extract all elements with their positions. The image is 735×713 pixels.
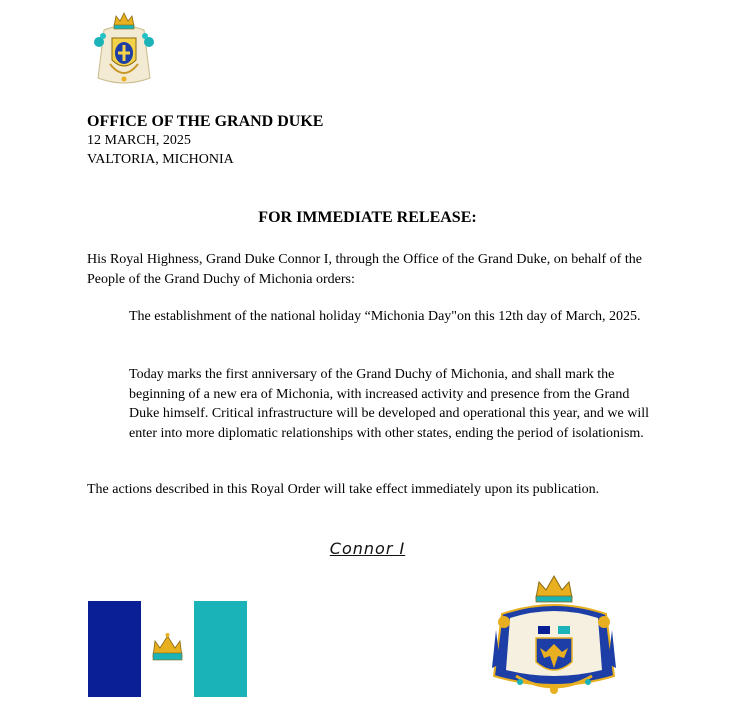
order-place: VALTORIA, MICHONIA [87,152,234,167]
closing-paragraph: The actions described in this Royal Order will take effect immediately upon its publication. [87,482,600,497]
greater-coat-of-arms-icon [490,572,618,702]
small-coat-of-arms-icon [90,8,158,92]
release-heading: FOR IMMEDIATE RELEASE: [258,209,477,226]
office-title: OFFICE OF THE GRAND DUKE [87,113,324,130]
michonia-flag-icon [88,601,247,697]
order-paragraph-1: The establishment of the national holiday “Michonia Day"on this 12th day of March, 2025. [129,309,641,324]
office-header [87,112,647,169]
intro-paragraph: His Royal Highness, Grand Duke Connor I, through the Office of the Grand Duke, on behalf of the People of the Grand Duchy of Michonia orders: [87,252,642,287]
order-date: 12 MARCH, 2025 [87,133,191,148]
order-paragraph-2: Today marks the first anniversary of the Grand Duchy of Michonia, and shall mark the beginning of a new era of Michonia, with increased activity and presence from the Grand Duke himself. Critical infrastructure will be developed and operational this year, and we will enter into more diplomatic relationships with other states, ending the period of isolationism. [129,367,649,441]
signature [0,539,735,559]
signature-text: Connor I [329,539,406,558]
